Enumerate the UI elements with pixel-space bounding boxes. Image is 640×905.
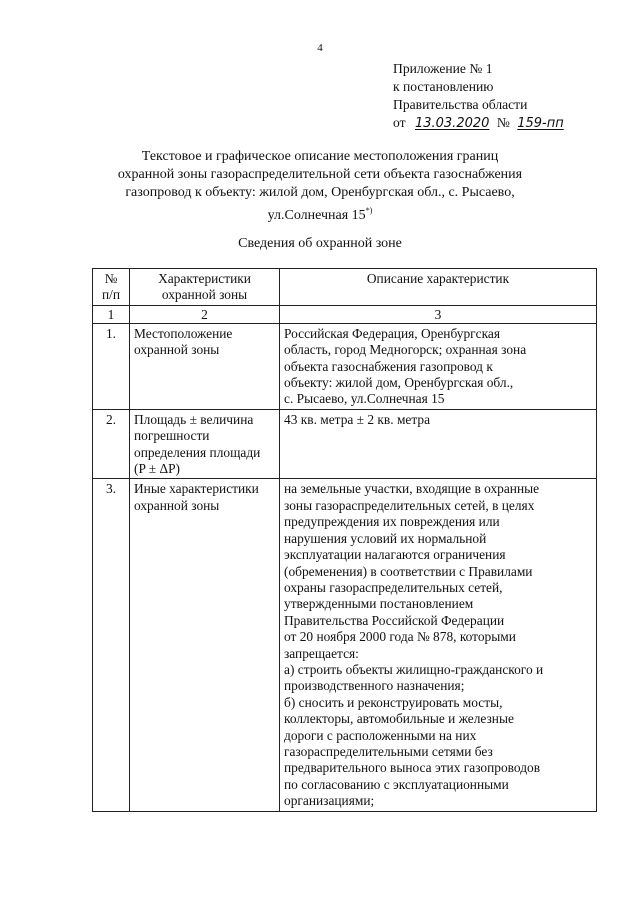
row-2-desc-line: 43 кв. метра ± 2 кв. метра — [284, 411, 431, 427]
appendix-date-line — [393, 114, 564, 133]
row-3-desc-line: коллекторы, автомобильные и железные — [284, 711, 514, 727]
row-3-desc-line: дороги с расположенными на них — [284, 727, 477, 743]
row-3-num: 3. — [93, 479, 130, 811]
row-2-description — [280, 409, 597, 479]
header-num-line-1: № — [104, 271, 118, 286]
appendix-line-1: Приложение № 1 — [393, 61, 493, 76]
appendix-from-prefix: от — [393, 115, 406, 130]
column-number-2: 2 — [130, 305, 280, 323]
header-description — [280, 269, 597, 306]
handwritten-number: 159-пп — [517, 116, 564, 131]
column-number-3: 3 — [280, 305, 597, 323]
row-3-desc-line: б) сносить и реконструировать мосты, — [284, 694, 503, 710]
row-1-desc-line: с. Рысаево, ул.Солнечная 15 — [284, 391, 445, 407]
row-3-desc-line: а) строить объекты жилищно-гражданского и — [284, 661, 544, 677]
row-3-desc-line: предупреждения их повреждения или — [284, 514, 500, 530]
row-3-desc-line: Правительства Российской Федерации — [284, 612, 505, 628]
row-3-desc-line: зоны газораспределительных сетей, в целях — [284, 497, 535, 513]
row-1-char-line: Местоположение — [134, 325, 233, 341]
table-header-row — [93, 269, 597, 306]
table-column-numbers-row — [93, 305, 597, 323]
row-1-num: 1. — [93, 323, 130, 409]
row-2-char-line: Площадь ± величина — [134, 411, 254, 427]
row-3-desc-line: организациями; — [284, 793, 375, 809]
appendix-block — [393, 60, 564, 133]
row-3-desc-line: от 20 ноября 2000 года № 878, которыми — [284, 629, 516, 645]
footnote-mark: *) — [365, 206, 373, 215]
column-number-1: 1 — [93, 305, 130, 323]
document-title — [0, 148, 640, 225]
header-char-line-2: охранной зоны — [161, 287, 248, 303]
row-3-desc-line: производственного назначения; — [284, 678, 465, 694]
title-line-3: газопровод к объекту: жилой дом, Оренбургская обл., с. Рысаево, — [125, 185, 515, 200]
row-3-desc-line: на земельные участки, входящие в охранные — [284, 481, 540, 497]
title-line-2: охранной зоны газораспределительной сети объекта газоснабжения — [117, 167, 523, 182]
row-3-desc-line: охраны газораспределительных сетей, — [284, 579, 503, 595]
table-row — [93, 409, 597, 479]
header-desc-line: Описание характеристик — [366, 271, 510, 286]
row-1-char-line: охранной зоны — [134, 342, 220, 358]
row-3-char-line: охранной зоны — [134, 497, 220, 513]
row-1-desc-line: объекту: жилой дом, Оренбургская обл., — [284, 375, 514, 391]
row-3-desc-line: эксплуатации налагаются ограничения — [284, 547, 506, 563]
appendix-line-2: к постановлению — [393, 79, 494, 94]
header-char-line-1: Характеристики — [158, 271, 251, 286]
zone-table — [92, 268, 597, 812]
row-3-desc-line: (обременения) в соответствии с Правилами — [284, 563, 533, 579]
row-3-description — [280, 479, 597, 811]
section-subtitle: Сведения об охранной зоне — [238, 236, 402, 251]
number-sign: № — [496, 115, 510, 130]
row-2-char-line: определения площади — [134, 444, 261, 460]
row-3-desc-line: нарушения условий их нормальной — [284, 530, 487, 546]
table-row — [93, 323, 597, 409]
row-3-char-line: Иные характеристики — [134, 481, 259, 497]
row-2-char-line: погрешности — [134, 428, 210, 444]
row-2-num: 2. — [93, 409, 130, 479]
row-1-desc-line: область, город Медногорск; охранная зона — [284, 342, 527, 358]
row-1-description — [280, 323, 597, 409]
row-3-desc-line: запрещается: — [284, 645, 359, 661]
row-3-desc-line: предварительного выноса этих газопроводов — [284, 760, 541, 776]
row-2-char-line: (P ± ΔP) — [134, 461, 180, 477]
row-1-desc-line: объекта газоснабжения газопровод к — [284, 358, 493, 374]
header-num — [93, 269, 130, 306]
handwritten-date: 13.03.2020 — [414, 116, 490, 131]
row-3-desc-line: утвержденными постановлением — [284, 596, 474, 612]
appendix-line-3: Правительства области — [393, 97, 528, 112]
title-line-4 — [0, 202, 640, 225]
page-number: 4 — [317, 42, 323, 54]
row-3-characteristic — [130, 479, 280, 811]
title-line-1: Текстовое и графическое описание местоположения границ — [141, 149, 499, 164]
header-num-line-2: п/п — [101, 287, 121, 303]
row-1-desc-line: Российская Федерация, Оренбургская — [284, 325, 500, 341]
header-characteristics — [130, 269, 280, 306]
title-line-4-text: ул.Солнечная 15 — [267, 208, 366, 223]
row-3-desc-line: газораспределительными сетями без — [284, 743, 493, 759]
row-1-characteristic — [130, 323, 280, 409]
table-row — [93, 479, 597, 811]
row-2-characteristic — [130, 409, 280, 479]
row-3-desc-line: по согласованию с эксплуатационными — [284, 776, 509, 792]
